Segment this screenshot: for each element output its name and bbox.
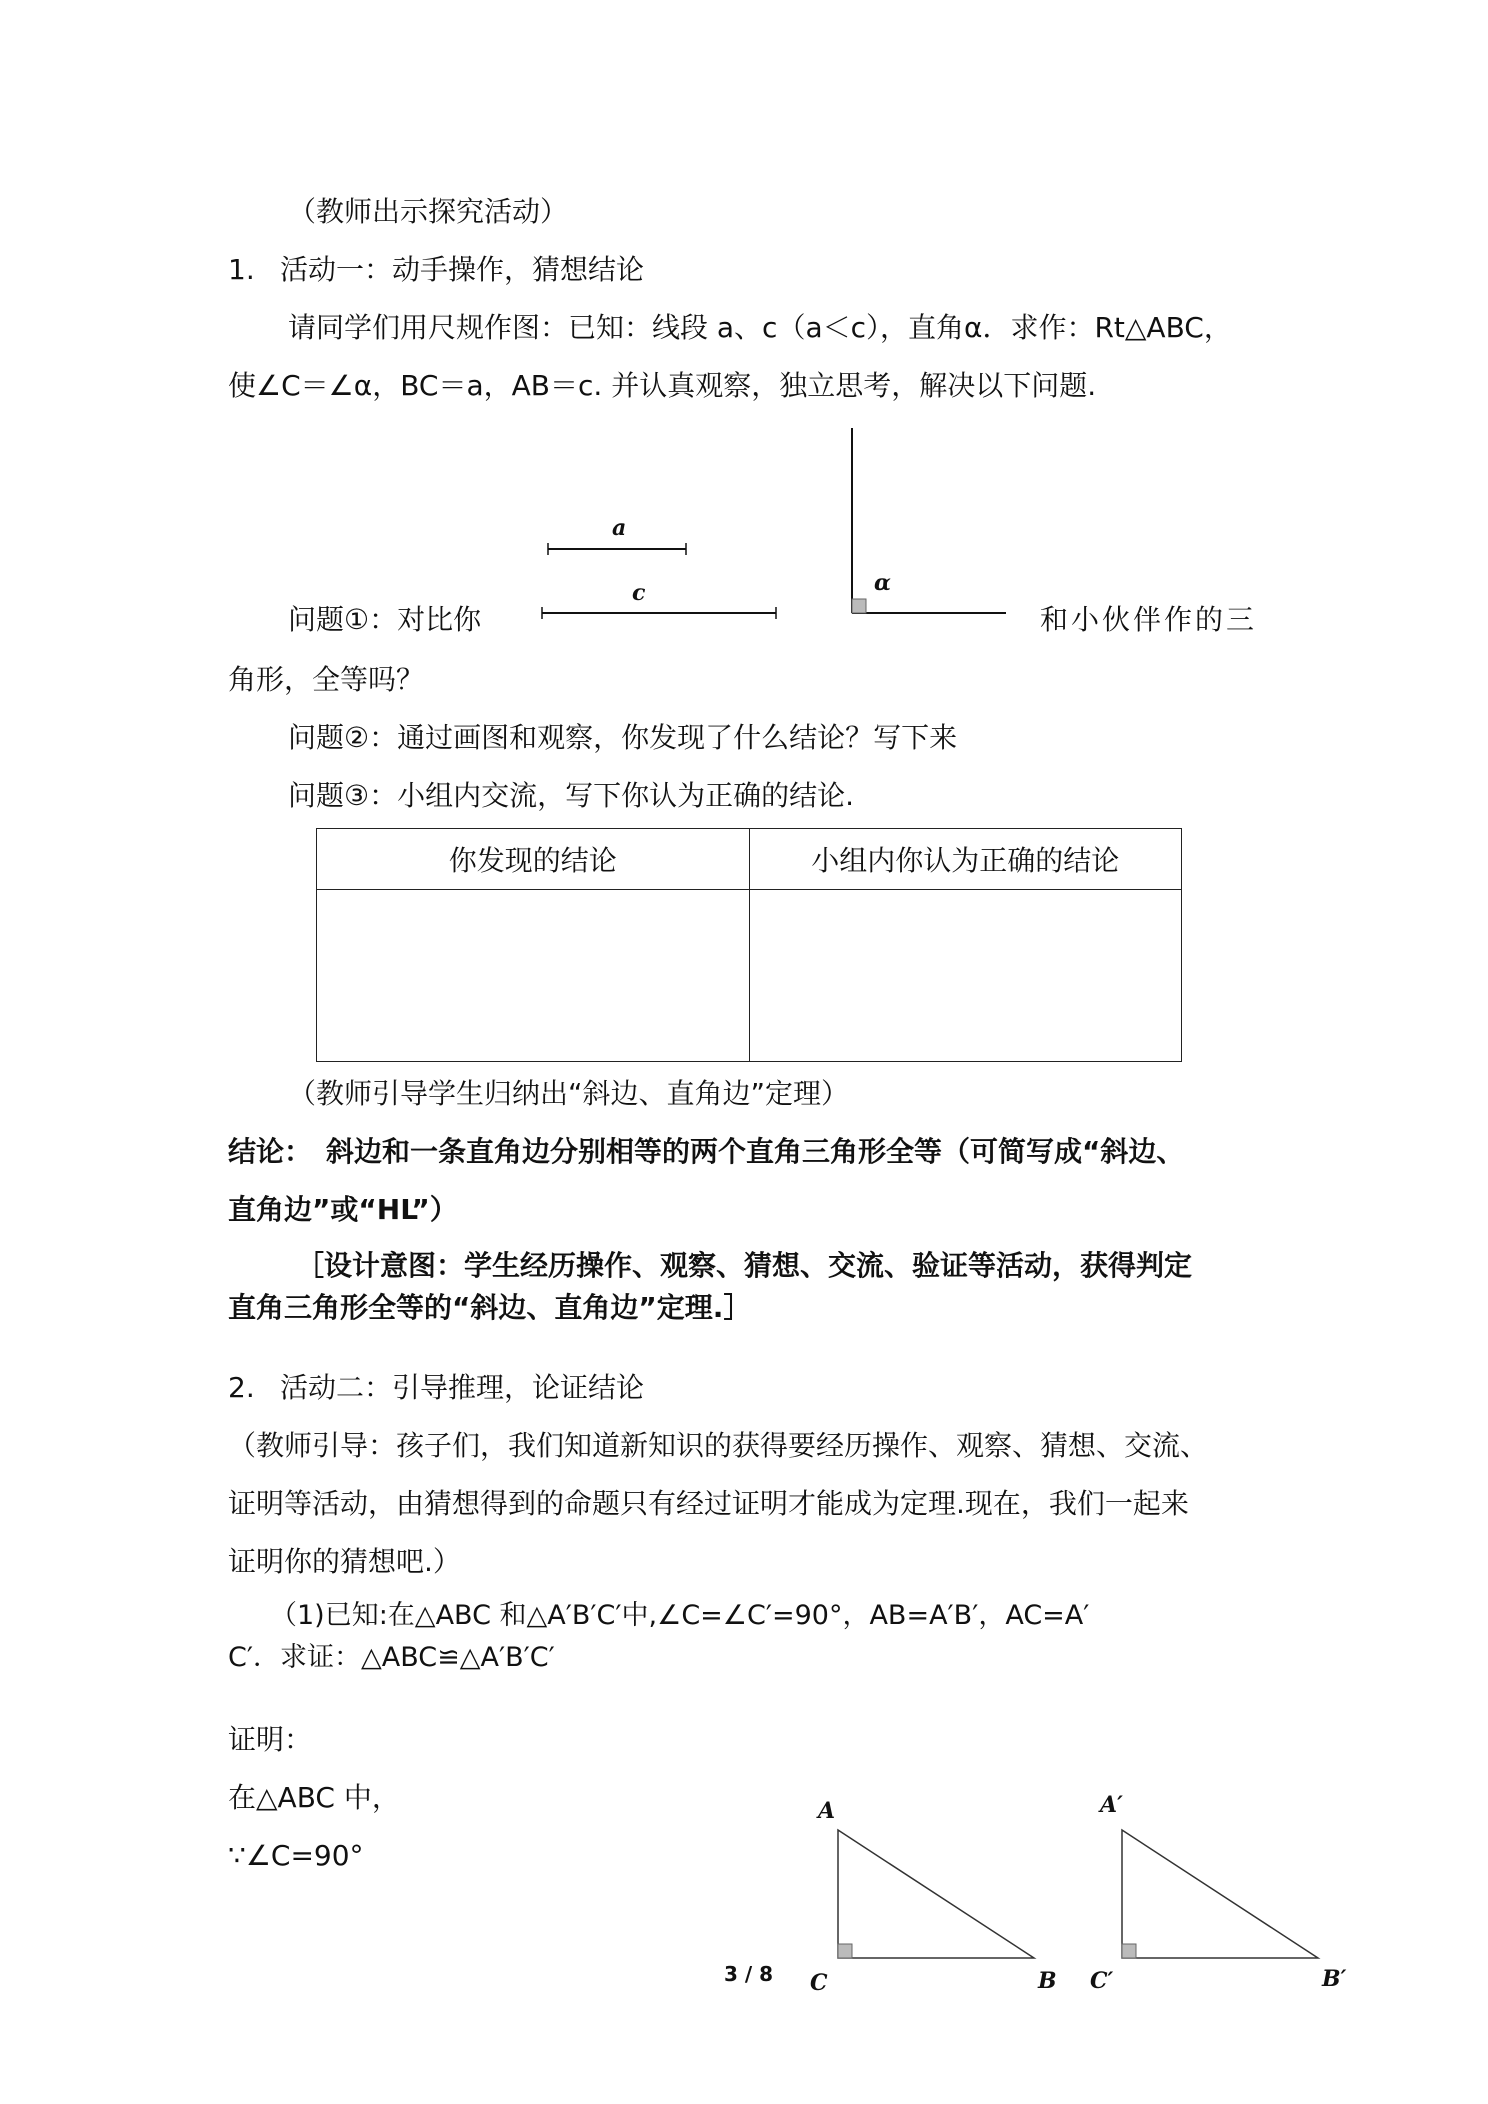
teacher-line-2: 证明等活动，由猜想得到的命题只有经过证明才能成为定理.现在，我们一起来 — [228, 1487, 1189, 1520]
vertex-c-prime-label: C′ — [1090, 1968, 1114, 1994]
vertex-b-prime-label: B′ — [1322, 1966, 1347, 1992]
activity1-number: 1. — [228, 253, 255, 286]
question1-start: 问题①：对比你 — [288, 603, 482, 636]
vertex-a-prime-label: A′ — [1100, 1792, 1123, 1818]
question3: 问题③：小组内交流，写下你认为正确的结论. — [288, 779, 855, 812]
angle-alpha-label: α — [874, 570, 891, 596]
teacher-line-3: 证明你的猜想吧.） — [228, 1545, 461, 1578]
teacher-guide-line: （教师引导学生归纳出“斜边、直角边”定理） — [288, 1077, 850, 1110]
table-cell-group[interactable] — [749, 890, 1182, 1062]
task-line-1: 请同学们用尺规作图：已知：线段 a、c（a＜c），直角α．求作：Rt△ABC， — [288, 311, 1232, 344]
page-number: 3 / 8 — [724, 1962, 774, 1986]
conclusion-line-2: 直角边”或“HL”） — [228, 1193, 458, 1226]
table-header-group: 小组内你认为正确的结论 — [749, 829, 1182, 890]
question1-end: 和小伙伴作的三 — [1040, 603, 1258, 636]
triangle-abc-prime — [1090, 1792, 1347, 1994]
question1-line-2: 角形，全等吗？ — [228, 663, 425, 696]
activity2-title: 活动二：引导推理，论证结论 — [280, 1371, 645, 1404]
proof-label: 证明： — [228, 1723, 313, 1756]
right-angle-mark — [852, 599, 866, 613]
triangle-abc-right-angle-mark — [838, 1944, 852, 1958]
teacher-line-1: （教师引导：孩子们，我们知道新知识的获得要经历操作、观察、猜想、交流、 — [228, 1429, 1209, 1462]
table-header-found: 你发现的结论 — [317, 829, 750, 890]
task-line-2: 使∠C＝∠α，BC＝a，AB＝c. 并认真观察，独立思考，解决以下问题. — [228, 369, 1097, 402]
given-line-2: C′．求证：△ABC≌△A′B′C′ — [228, 1642, 555, 1673]
segment-a-label: a — [612, 515, 627, 541]
in-triangle-abc: 在△ABC 中， — [228, 1781, 400, 1814]
vertex-b-label: B — [1038, 1968, 1057, 1994]
activity2-number: 2. — [228, 1371, 255, 1404]
design-intent-line-1: ［设计意图：学生经历操作、观察、猜想、交流、验证等活动，获得判定 — [296, 1249, 1193, 1282]
vertex-c-label: C — [810, 1970, 828, 1996]
question2: 问题②：通过画图和观察，你发现了什么结论？写下来 — [288, 721, 958, 754]
intro-line: （教师出示探究活动） — [288, 195, 569, 228]
since-angle-c: ∵∠C=90° — [228, 1839, 364, 1872]
conclusion-line-1: 结论： 斜边和一条直角边分别相等的两个直角三角形全等（可简写成“斜边、 — [228, 1135, 1185, 1168]
given-line-1: （1)已知:在△ABC 和△A′B′C′中,∠C=∠C′=90°，AB=A′B′，AC=A′ — [270, 1600, 1090, 1631]
vertex-a-label: A — [818, 1798, 836, 1824]
segment-c-label: c — [632, 580, 646, 606]
table-cell-found[interactable] — [317, 890, 750, 1062]
design-intent-line-2: 直角三角形全等的“斜边、直角边”定理.］ — [228, 1291, 752, 1324]
triangle-abc — [810, 1798, 1057, 1996]
activity1-title: 活动一：动手操作，猜想结论 — [280, 253, 645, 286]
conclusion-table — [316, 828, 1182, 1062]
triangle-abc-prime-right-angle-mark — [1122, 1944, 1136, 1958]
